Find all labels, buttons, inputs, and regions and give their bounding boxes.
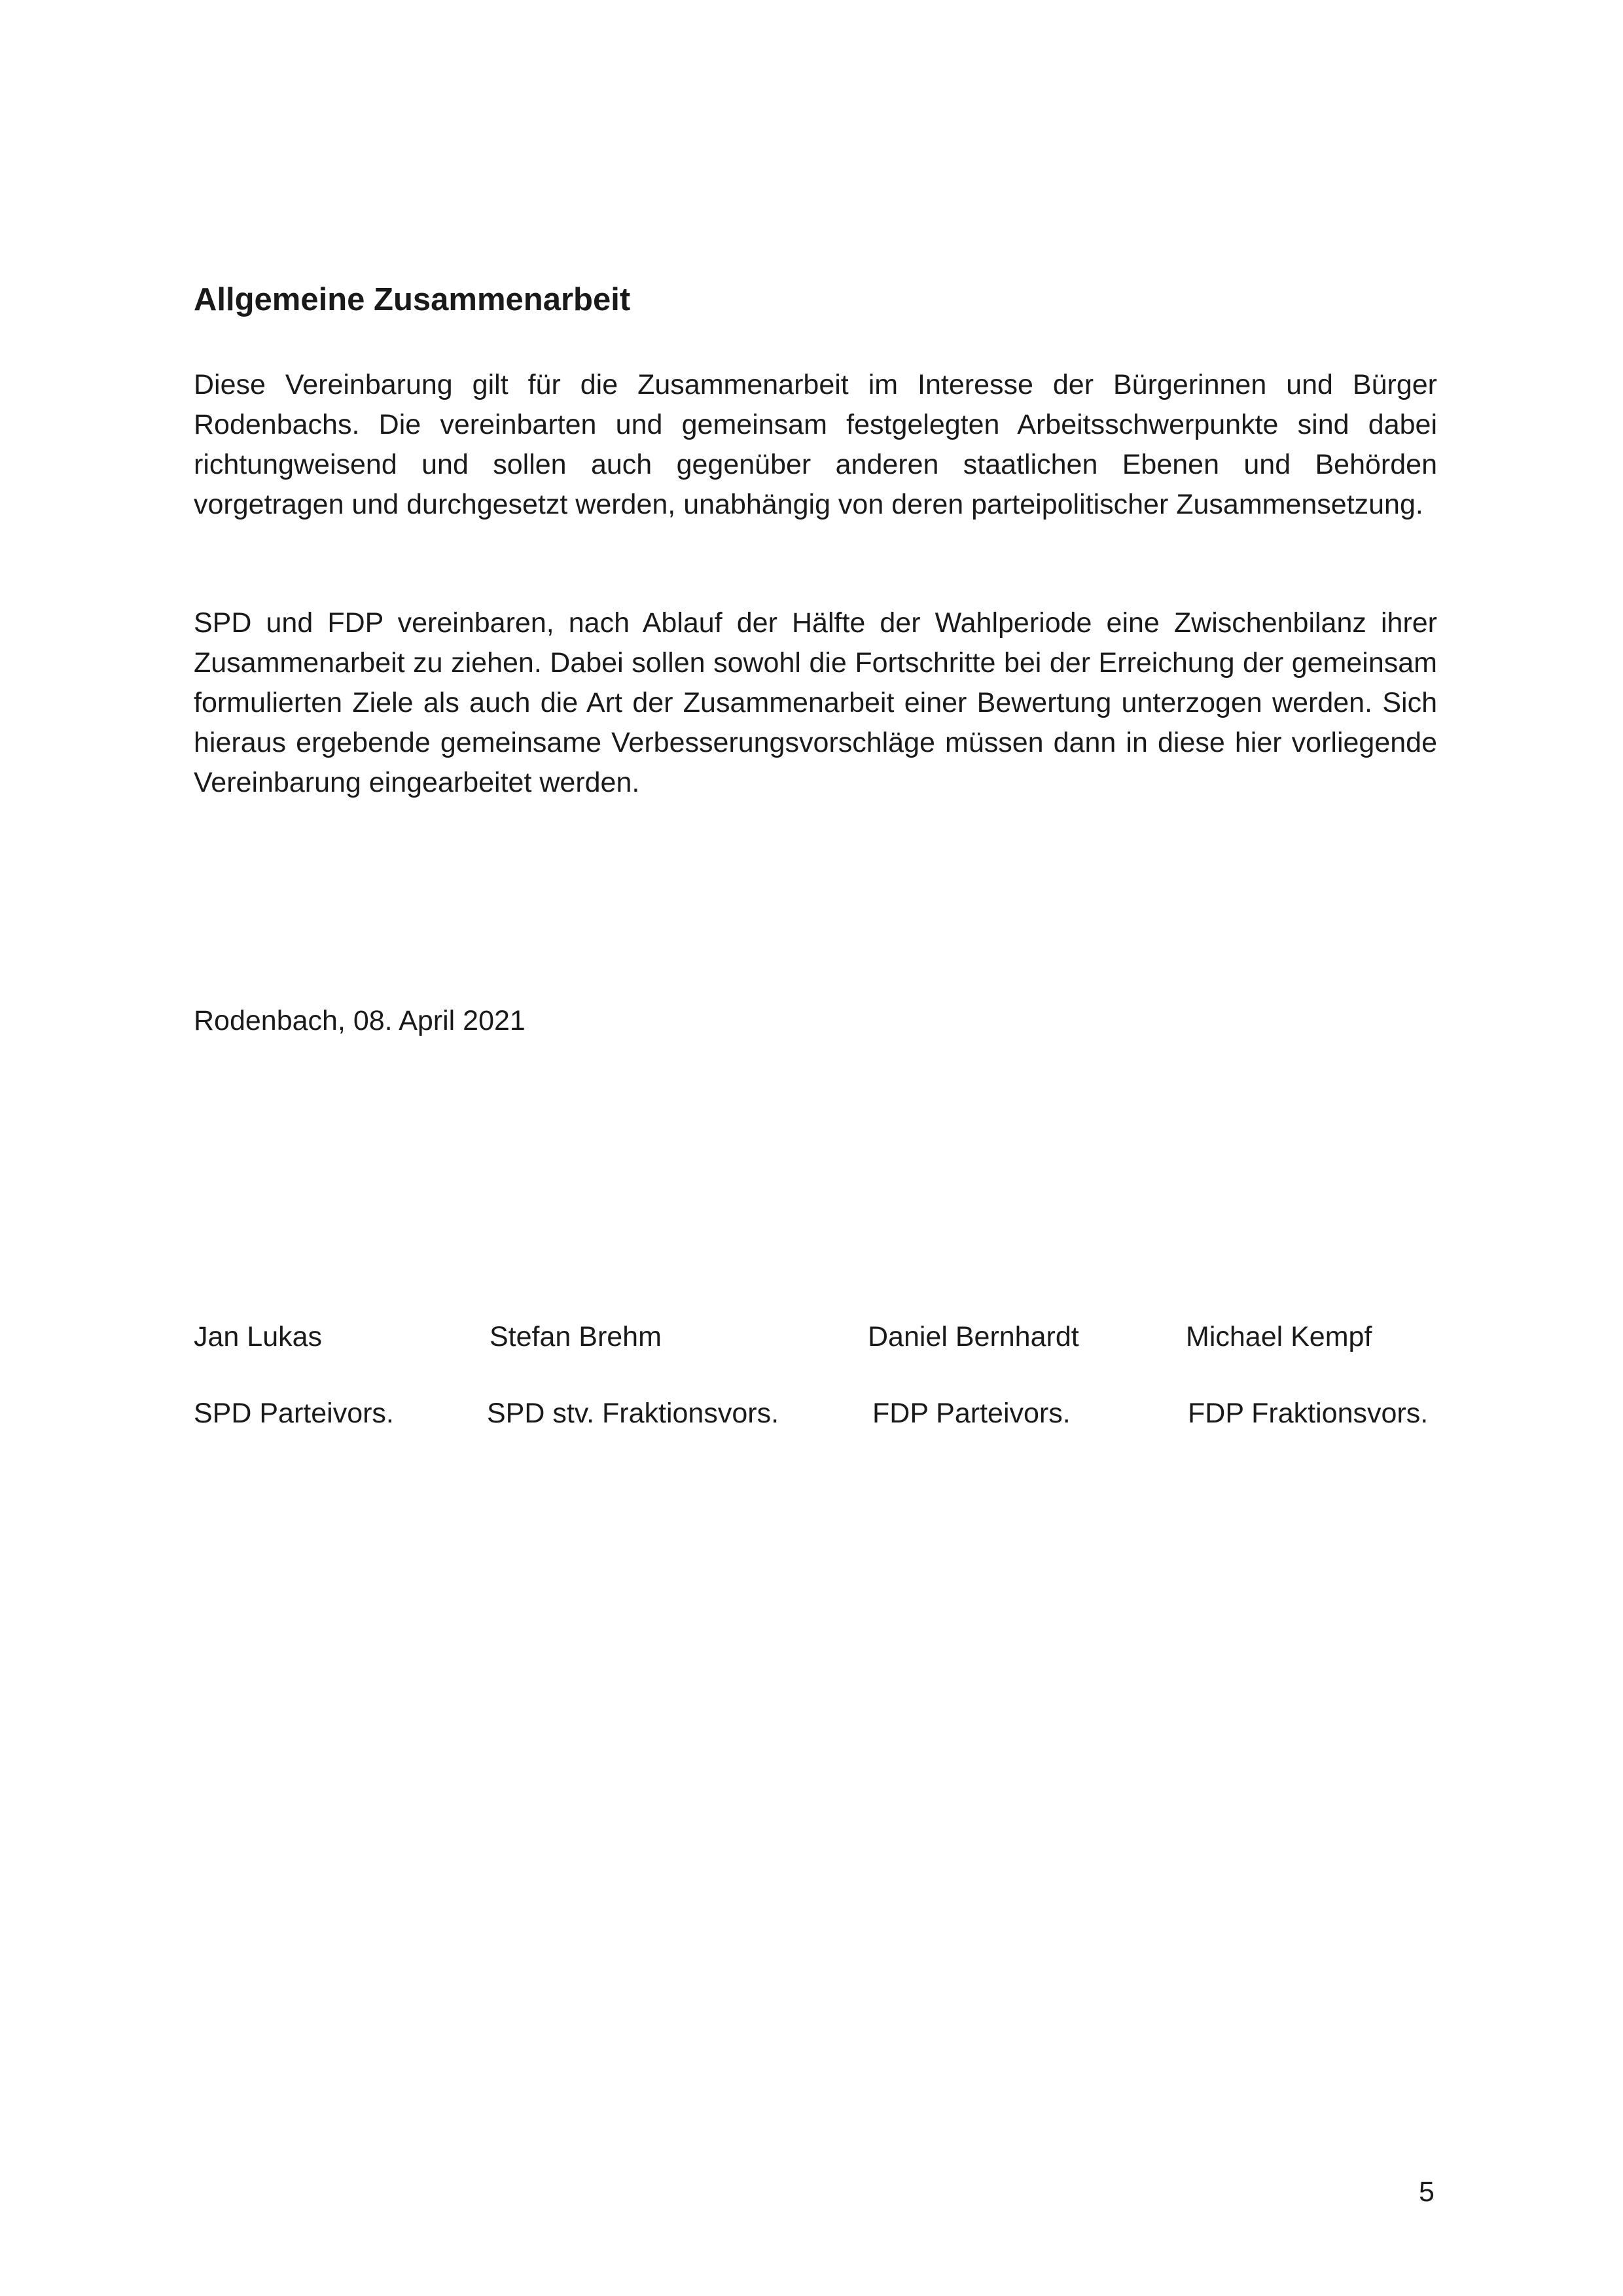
signatory-role-2: SPD stv. Fraktionsvors. — [487, 1398, 779, 1429]
section-heading: Allgemeine Zusammenarbeit — [194, 282, 631, 317]
signatory-name-3: Daniel Bernhardt — [868, 1321, 1079, 1352]
paragraph-cooperation-scope: Diese Vereinbarung gilt für die Zusammenarbeit im Interesse der Bürgerinnen und Bürger Rodenbachs. Die vereinbarten und gemeinsam festgelegten Arbeitsschwerpunkte sind dabei richtungweisend und sollen auch gegenüber anderen staatlichen Ebenen und Behörden vorgetragen und durchgesetzt werden, unabhängig von deren parteipolitischer Zusammensetzung. — [194, 369, 1437, 520]
page-number: 5 — [1419, 2176, 1435, 2208]
place-and-date: Rodenbach, 08. April 2021 — [194, 1005, 526, 1036]
signatory-role-4: FDP Fraktionsvors. — [1188, 1398, 1429, 1429]
signatory-role-1: SPD Parteivors. — [194, 1398, 394, 1429]
paragraph-interim-review: SPD und FDP vereinbaren, nach Ablauf der Hälfte der Wahlperiode eine Zwischenbilanz ihrer Zusammenarbeit zu ziehen. Dabei sollen sowohl die Fortschritte bei der Erreichung der gemeinsam formulierten Ziele als auch die Art der Zusammenarbeit einer Bewertung unterzogen werden. Sich hieraus ergebende gemeinsame Verbesserungsvorschläge müssen dann in diese hier vorliegende Vereinbarung eingearbeitet werden. — [194, 607, 1437, 798]
signatory-name-4: Michael Kempf — [1186, 1321, 1372, 1352]
signatory-name-1: Jan Lukas — [194, 1321, 323, 1352]
signatory-name-2: Stefan Brehm — [490, 1321, 662, 1352]
signatory-role-3: FDP Parteivors. — [872, 1398, 1071, 1429]
